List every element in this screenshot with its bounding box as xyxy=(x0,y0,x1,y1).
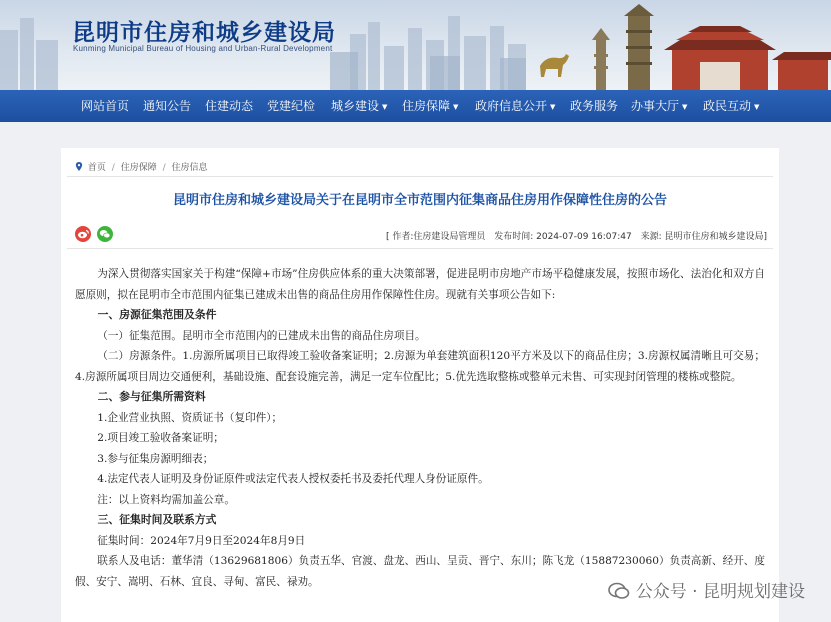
breadcrumb xyxy=(75,160,208,173)
nav-gov-info[interactable]: 政府信息公开 ▼ xyxy=(475,99,556,113)
chevron-down-icon: ▼ xyxy=(550,103,556,111)
divider xyxy=(67,248,773,249)
nav-news[interactable]: 住建动态 xyxy=(205,99,254,113)
material-item: 3.参与征集房源明细表； xyxy=(97,452,214,465)
breadcrumb-separator: / xyxy=(111,163,115,173)
nav-urban-construction[interactable]: 城乡建设 ▼ xyxy=(331,99,388,113)
meta-author: [ 作者:住房建设局管理员 xyxy=(385,232,486,242)
collection-period: 征集时间：2024年7月9日至2024年8月9日 xyxy=(97,534,306,547)
chevron-down-icon: ▼ xyxy=(754,103,760,111)
section-heading-2: 二、参与征集所需资料 xyxy=(97,390,206,403)
nav-housing-security[interactable]: 住房保障 ▼ xyxy=(402,99,459,113)
nav-interaction[interactable]: 政民互动 ▼ xyxy=(703,99,760,113)
paragraph-conditions: （二）房源条件。1.房源所属项目已取得竣工验收备案证明；2.房源为单套建筑面积120平方米及以下的商品住房；3.房源权属清晰且可交易；4.房源所属项目周边交通便利，基础设施、配套设施完善，满足一定车位配比；5.优先选取整栋或整单元未售、可实现封闭管理的楼栋或整院。 xyxy=(75,350,765,383)
article-body xyxy=(75,264,765,592)
site-subtitle: Kunming Municipal Bureau of Housing and Urban-Rural Development xyxy=(73,44,333,53)
meta-source: 来源: 昆明市住房和城乡建设局] xyxy=(640,232,767,242)
watermark-text: 公众号 · 昆明规划建设 xyxy=(635,582,805,602)
paragraph-scope: （一）征集范围。昆明市全市范围内的已建成未出售的商品住房项目。 xyxy=(97,329,426,342)
nav-party[interactable]: 党建纪检 xyxy=(267,99,316,113)
breadcrumb-separator: / xyxy=(162,163,166,173)
site-title: 昆明市住房和城乡建设局 xyxy=(72,20,336,46)
material-item: 1.企业营业执照、资质证书（复印件）； xyxy=(97,411,283,424)
chevron-down-icon: ▼ xyxy=(682,103,688,111)
wechat-official-account-icon xyxy=(608,582,630,600)
main-nav xyxy=(0,90,831,122)
section-heading-1: 一、房源征集范围及条件 xyxy=(97,308,217,321)
article-title: 昆明市住房和城乡建设局关于在昆明市全市范围内征集商品住房用作保障性住房的公告 xyxy=(172,193,667,208)
paragraph-intro: 为深入贯彻落实国家关于构建“保障+市场”住房供应体系的重大决策部署，促进昆明市房地产市场平稳健康发展，按照市场化、法治化和双方自愿原则，拟在昆明市全市范围内征集已建成未出售的商品住房用作保障性住房。现就有关事项公告如下: xyxy=(75,268,765,301)
divider xyxy=(67,176,773,177)
nav-notices[interactable]: 通知公告 xyxy=(143,99,192,113)
chevron-down-icon: ▼ xyxy=(382,103,388,111)
article-card xyxy=(61,148,779,622)
nav-service-hall[interactable]: 办事大厅 ▼ xyxy=(631,99,688,113)
weibo-share-icon[interactable] xyxy=(75,226,91,242)
wechat-watermark xyxy=(608,577,805,602)
article-meta xyxy=(380,229,767,242)
material-item: 2.项目竣工验收备案证明； xyxy=(97,432,224,444)
location-pin-icon xyxy=(75,162,83,171)
material-item: 4.法定代表人证明及身份证原件或法定代表人授权委托书及委托代理人身份证原件。 xyxy=(97,473,489,485)
breadcrumb-housing-security[interactable]: 住房保障 xyxy=(120,163,157,173)
nav-gov-services[interactable]: 政务服务 xyxy=(570,99,619,113)
nav-home[interactable]: 网站首页 xyxy=(81,99,130,113)
breadcrumb-home[interactable]: 首页 xyxy=(87,163,106,173)
meta-published: 发布时间: 2024-07-09 16:07:47 xyxy=(494,232,632,242)
section-heading-3: 三、征集时间及联系方式 xyxy=(97,513,217,526)
header-banner xyxy=(0,0,831,90)
contact-info: 联系人及电话：董华清（13629681806）负责五华、官渡、盘龙、西山、呈贡、晋宁、东川；陈飞龙（15887230060）负责高新、经开、度假、安宁、嵩明、石林、宜良、寻甸、富民、禄劝。 xyxy=(75,555,765,588)
materials-note: 注：以上资料均需加盖公章。 xyxy=(97,493,235,506)
breadcrumb-housing-info[interactable]: 住房信息 xyxy=(171,163,208,173)
chevron-down-icon: ▼ xyxy=(453,103,459,111)
wechat-share-icon[interactable] xyxy=(97,226,113,242)
